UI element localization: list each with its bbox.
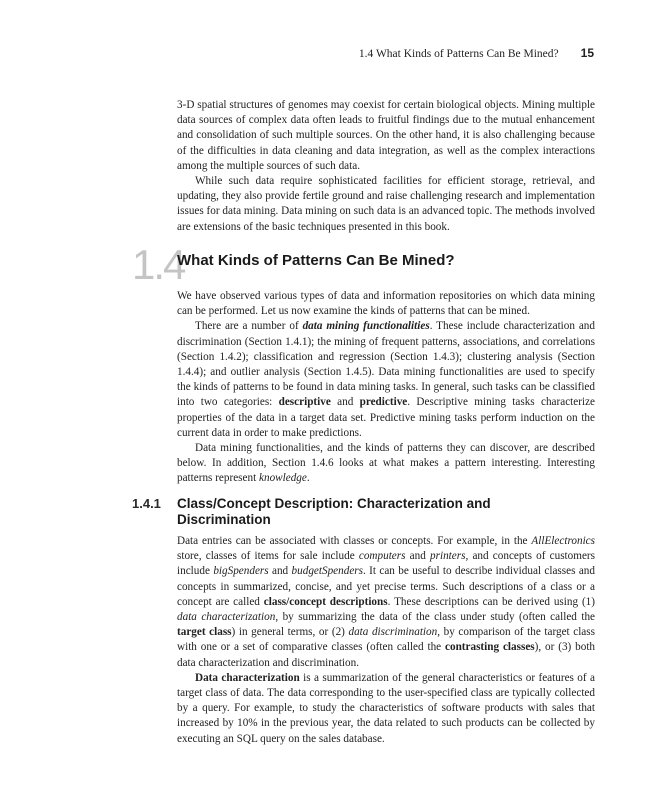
subsection-number: 1.4.1 [132, 496, 161, 511]
page-number: 15 [580, 46, 594, 60]
running-head-title: 1.4 What Kinds of Patterns Can Be Mined? [358, 48, 559, 60]
subsection-title: Class/Concept Description: Characterization and Discrimination [177, 496, 491, 527]
running-head [359, 46, 594, 60]
subsection-paragraph-1: Data entries can be associated with classes or concepts. For example, in the AllElectronics store, classes of items for sale include computers and printers, and concepts of customers include bigSpenders and budgetSpenders. It can be useful to describe individual classes and concepts in summarized, concise, and yet precise terms. Such descriptions of a class or a concept are called class/concept descriptions. These descriptions can be derived using (1) data characterization, by summarizing the data of the class under study (often called the target class) in general terms, or (2) data discrimination, by comparison of the target class with one or a set of comparative classes (often called the contrasting classes), or (3) both data characterization and discrimination. [177, 535, 596, 669]
term-target-class: target class [177, 626, 232, 639]
section-body [177, 289, 595, 487]
term-contrasting-classes: contrasting classes [445, 641, 535, 654]
intro-block [177, 98, 595, 235]
section-number: 1.4 [132, 241, 185, 288]
term-descriptive: descriptive [278, 396, 331, 409]
section-paragraph-2: There are a number of data mining functionalities. These include characterization and discrimination (Section 1.4.1); the mining of frequent patterns, associations, and correlations (Section 1.4.2); classification and regression (Section 1.4.3); clustering analysis (Section 1.4.4); and outlier analysis (Section 1.4.5). Data mining functionalities are used to specify the kinds of patterns to be found in data mining tasks. In general, such tasks can be classified into two categories: descriptive and predictive. Descriptive mining tasks characterize properties of the data in a target data set. Predictive mining tasks perform induction on the current data in order to make predictions. [177, 320, 595, 439]
intro-paragraph-2: While such data require sophisticated facilities for efficient storage, retrieval, and updating, they also provide fertile ground and raise challenging research and implementation issues for data mining. Data mining on such data is an advanced topic. The methods involved are extensions of the basic techniques presented in this book. [177, 175, 595, 233]
subsection-body [177, 534, 595, 747]
term-knowledge: knowledge [259, 472, 307, 485]
section-paragraph-3: Data mining functionalities, and the kinds of patterns they can discover, are described below. In addition, Section 1.4.6 looks at what makes a pattern interesting. Interesting patterns represent knowledge. [177, 442, 595, 485]
term-data-characterization: Data characterization [195, 671, 300, 684]
intro-paragraph-1: 3-D spatial structures of genomes may coexist for certain biological objects. Mining multiple data sources of complex data often leads to fruitful findings due to the mutual enhancement and consolidation of such multiple sources. On the other hand, it is also challenging because of the difficulties in data cleaning and data integration, as well as the complex interactions among the multiple sources of such data. [177, 99, 595, 172]
term-class-concept-descriptions: class/concept descriptions [263, 595, 388, 608]
section-paragraph-1: We have observed various types of data and information repositories on which data mining can be performed. Let us now examine the kinds of patterns that can be mined. [177, 290, 595, 318]
subsection-paragraph-2: Data characterization is a summarization of the general characteristics or features of a target class of data. The data corresponding to the user-specified class are typically collected by a query. For example, to study the characteristics of software products with sales that increased by 10% in the previous year, the data related to such products can be collected by executing an SQL query on the sales database. [177, 671, 595, 745]
term-predictive: predictive [359, 396, 408, 409]
section-title: What Kinds of Patterns Can Be Mined? [177, 252, 455, 269]
term-data-mining-functionalities: data mining functionalities [302, 320, 430, 333]
